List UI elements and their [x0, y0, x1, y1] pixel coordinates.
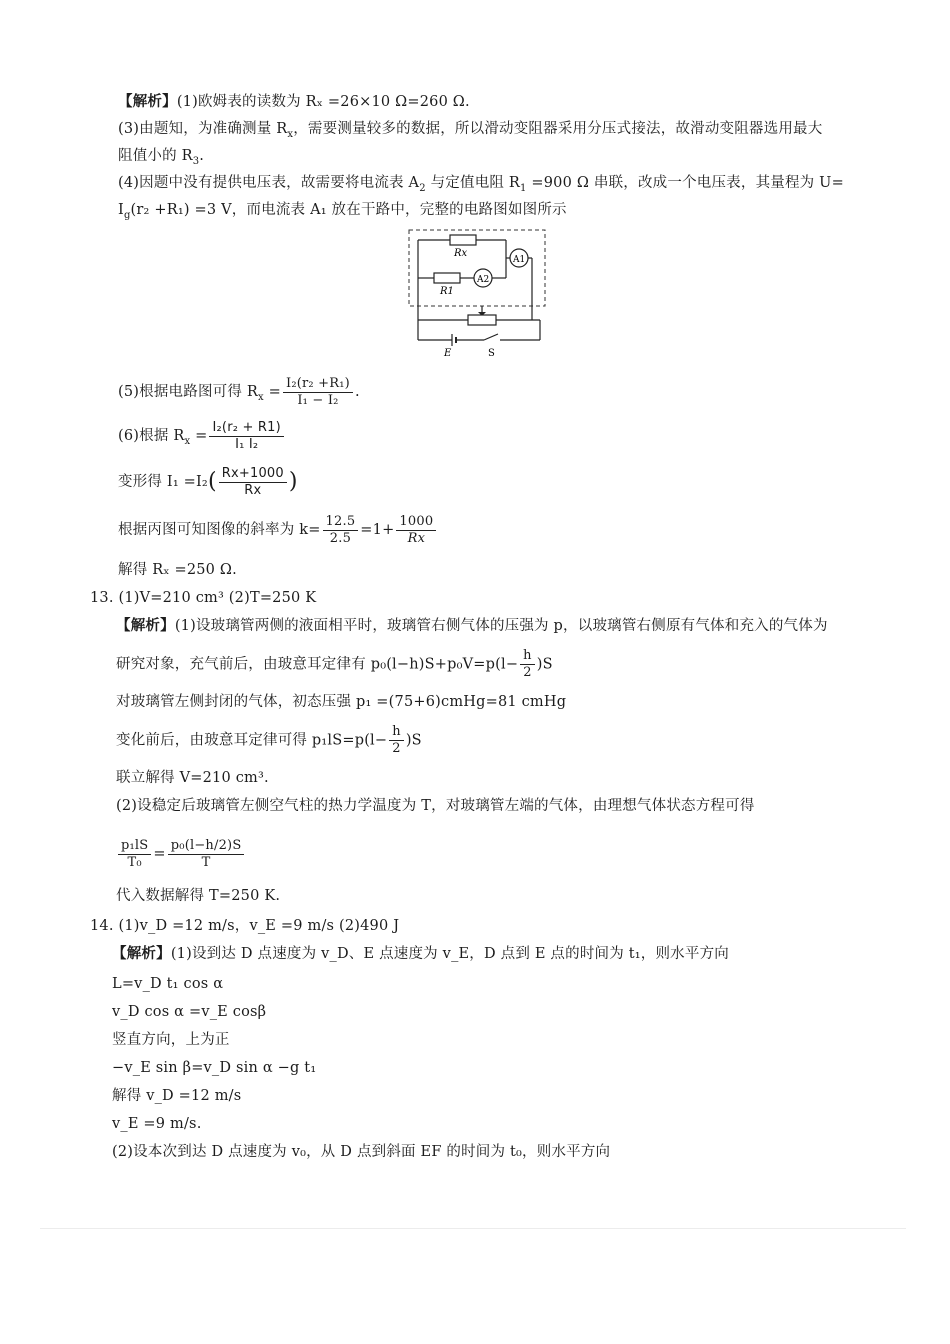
text: (1)欧姆表的读数为 Rₓ =26×10 Ω=260 Ω. — [176, 94, 470, 110]
fraction — [323, 514, 359, 547]
numerator: I₂(r₂ +R₁) — [283, 376, 353, 393]
solution-transform: 变形得 I₁ =I₂( $\frac{Rx+1000}{Rx}$ ) — [118, 465, 298, 498]
solution-part-1: 【解析】(1)欧姆表的读数为 Rₓ =26×10 Ω=260 Ω. — [118, 93, 470, 110]
fraction — [283, 376, 353, 409]
denominator: T₀ — [127, 854, 142, 870]
fraction — [209, 420, 283, 453]
solution-part-6: (6)根据 $R_x$ = $\frac{\text{I₂(r₂ + R1)}}{\text{I₁ I₂}}$ — [118, 418, 286, 454]
rheostat — [468, 315, 496, 325]
solution-part-3-line2 — [118, 146, 204, 172]
q13-answer: 13. (1)V=210 cm³ (2)T=250 K — [90, 590, 317, 606]
q13-line3: 对玻璃管左侧封闭的气体，初态压强 p₁ =(75+6)cmHg=81 cmHg — [116, 694, 567, 710]
text: = — [153, 846, 166, 862]
circuit-diagram — [404, 226, 552, 358]
text: (3)由题知，为准确测量 R — [118, 121, 288, 137]
dashed-box — [409, 230, 545, 306]
q14-line5: −v_E sin β=v_D sin α −g t₁ — [112, 1060, 317, 1076]
fraction — [389, 724, 404, 757]
text: g — [123, 209, 131, 221]
q13-line5: 联立解得 V=210 cm³. — [116, 770, 269, 786]
q14-answer: 14. (1)v_D =12 m/s，v_E =9 m/s (2)490 J — [90, 918, 400, 934]
switch — [484, 334, 498, 340]
text: )S — [405, 732, 422, 749]
resistor-rx — [450, 235, 476, 245]
q13-line4 — [116, 724, 422, 756]
q14-line3: v_D cos α =v_E cosβ — [112, 1004, 267, 1020]
fraction — [520, 648, 535, 681]
solution-slope — [118, 512, 438, 548]
numerator: h — [520, 648, 535, 665]
q14-line2: L=v_D t₁ cos α — [112, 976, 224, 992]
text: 3 — [192, 155, 200, 167]
resistor-r1 — [434, 273, 460, 283]
denominator: T — [201, 854, 211, 870]
denominator: I₁ − I₂ — [297, 392, 339, 408]
text: . — [199, 148, 205, 164]
text: 1 — [520, 182, 527, 194]
q14-line7: v_E =9 m/s. — [112, 1116, 202, 1132]
text: ，需要测量较多的数据，所以滑动变阻器采用分压式接法，故滑动变阻器选用最大 — [293, 121, 823, 137]
label-s: S — [488, 348, 495, 358]
text: 与定值电阻 R — [425, 175, 521, 191]
denominator: Rx — [244, 482, 262, 498]
q13-line7 — [116, 830, 246, 878]
solution-result: 解得 Rₓ =250 Ω. — [118, 562, 237, 578]
text: )S — [536, 656, 553, 673]
page-footer-rule — [40, 1228, 906, 1229]
text: I — [118, 202, 124, 218]
text: (4)因题中没有提供电压表，故需要将电流表 A — [118, 175, 420, 191]
text: (1)设玻璃管两侧的液面相平时，玻璃管右侧气体的压强为 p，以玻璃管右侧原有气体和充入的气体为 — [174, 618, 828, 634]
label-e: E — [444, 348, 452, 358]
label-r1: R1 — [440, 286, 454, 297]
text: 变形得 I₁ =I₂ — [118, 474, 208, 490]
solution-part-5: (5)根据电路图可得 $R_x$ = $\frac{\text{I₂(r₂ +R₁)}}{\text{I₁ − I₂}}$ . — [118, 375, 360, 408]
q13-line6: (2)设稳定后玻璃管左侧空气柱的热力学温度为 T，对玻璃管左端的气体，由理想气体状态方程可得 — [116, 798, 755, 814]
label-a2: A2 — [477, 275, 490, 285]
text: 变化前后，由玻意耳定律可得 p₁lS=p(l− — [116, 732, 388, 749]
text: 研究对象，充气前后，由玻意耳定律有 p₀(l−h)S+p₀V=p(l− — [116, 656, 519, 673]
q14-line8: (2)设本次到达 D 点速度为 v₀，从 D 点到斜面 EF 的时间为 t₀，则水平方向 — [112, 1144, 611, 1160]
fraction — [168, 838, 245, 871]
solution-part-3-line1: (3)由题知，为准确测量 $R_x$，需要测量较多的数据，所以滑动变阻器采用分压式接法，故滑动变阻器选用最大 — [118, 121, 823, 140]
numerator: 1000 — [396, 514, 436, 531]
solution-part-4-line1: (4)因题中没有提供电压表，故需要将电流表 $A_2$ 与定值电阻 $R_1 =900$ Ω 串联，改成一个电压表，其量程为 U= — [118, 175, 844, 194]
q14-line1: 【解析】(1)设到达 D 点速度为 v_D、E 点速度为 v_E，D 点到 E 点的时间为 t₁，则水平方向 — [112, 945, 729, 962]
q14-line4: 竖直方向，上为正 — [112, 1032, 230, 1048]
fraction — [219, 466, 287, 499]
numerator: Rx+1000 — [219, 466, 287, 483]
denominator: I₁ I₂ — [235, 436, 259, 452]
numerator: p₁lS — [118, 838, 151, 855]
denominator: Rx — [407, 530, 426, 546]
text: 阻值小的 R — [118, 148, 193, 164]
text: 根据丙图可知图像的斜率为 k= — [118, 522, 321, 538]
denominator: 2 — [523, 665, 532, 680]
q13-line1: 【解析】(1)设玻璃管两侧的液面相平时，玻璃管右侧气体的压强为 p，以玻璃管右侧原有气体和充入的气体为 — [116, 617, 828, 634]
fraction — [396, 514, 436, 547]
denominator: 2.5 — [329, 530, 352, 546]
text: =900 Ω 串联，改成一个电压表，其量程为 U= — [526, 175, 844, 191]
text: =1+ — [360, 522, 395, 538]
denominator: 2 — [392, 741, 401, 756]
text: (r₂ +R₁) =3 V，而电流表 A₁ 放在干路中，完整的电路图如图所示 — [130, 202, 567, 218]
numerator: I₂(r₂ + R1) — [209, 420, 283, 437]
text: (6)根据 R — [118, 428, 185, 444]
numerator: h — [389, 724, 404, 741]
numerator: 12.5 — [323, 514, 359, 531]
solution-part-4-line2 — [118, 200, 567, 226]
text: (5)根据电路图可得 R — [118, 384, 258, 400]
q13-line8: 代入数据解得 T=250 K. — [116, 888, 281, 904]
q14-line6: 解得 v_D =12 m/s — [112, 1088, 242, 1104]
numerator: p₀(l−h/2)S — [168, 838, 245, 855]
fraction — [118, 838, 151, 871]
label-rx: Rx — [454, 248, 468, 259]
label-a1: A1 — [513, 255, 526, 265]
q13-line2 — [116, 648, 553, 680]
text: (1)设到达 D 点速度为 v_D、E 点速度为 v_E，D 点到 E 点的时间为 t₁，则水平方向 — [170, 946, 729, 962]
